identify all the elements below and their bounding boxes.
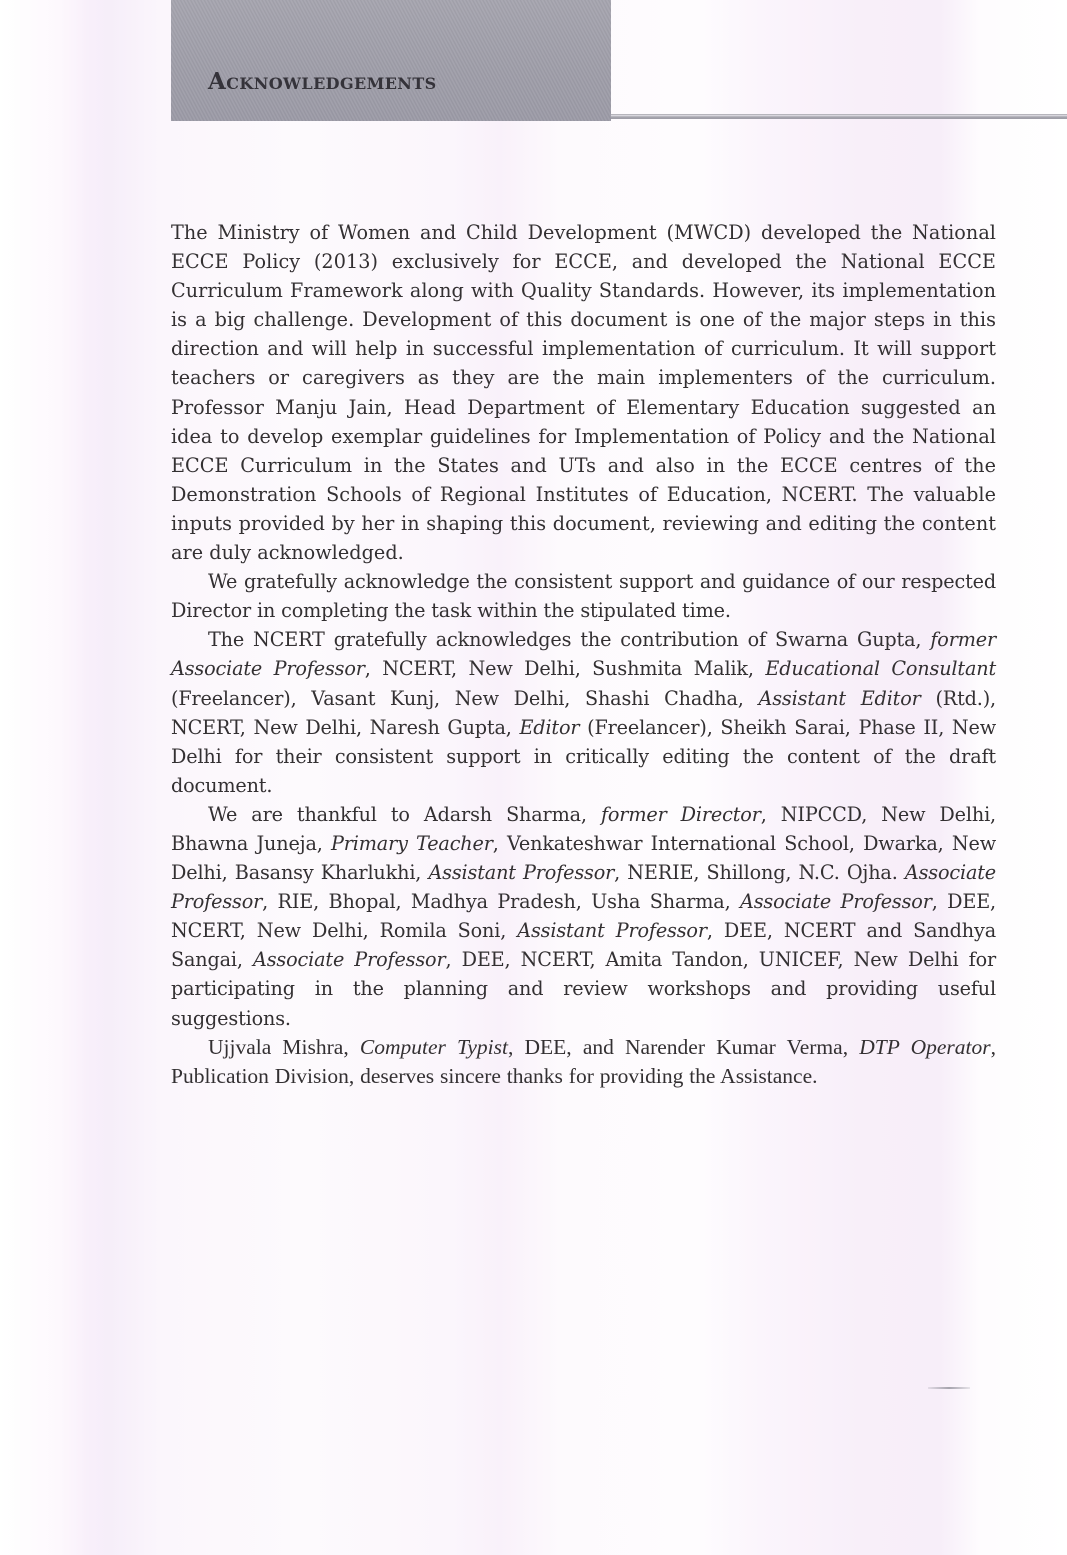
text-run: , DEE, NCERT and Sandhya Sangai,	[171, 919, 996, 972]
designation-text: former Associate Professor	[171, 628, 996, 681]
paragraph-assistance	[171, 1033, 996, 1091]
designation-text: Primary Teacher	[330, 831, 493, 855]
text-run: (Freelancer), Sheikh Sarai, Phase II, New Delhi for their consistent support in critically editing the content of the draft document.	[171, 715, 996, 797]
text-run: Ujjvala Mishra,	[208, 1034, 360, 1059]
paragraph-director	[171, 567, 996, 625]
paragraph-editors	[171, 625, 996, 800]
designation-text: Associate Professor	[171, 861, 996, 914]
text-run: , Venkateshwar International School, Dwarka, New Delhi, Basansy Kharlukhi,	[171, 831, 996, 885]
section-header-band	[171, 0, 611, 121]
text-run: , NERIE, Shillong, N.C. Ojha.	[614, 861, 905, 885]
designation-text: Associate Professor	[739, 890, 932, 914]
text-run: , DEE, NCERT, Amita Tandon, UNICEF, New Delhi for participating in the planning and review workshops and providing useful suggestions.	[171, 948, 996, 1030]
page-title: Acknowledgements	[208, 68, 437, 95]
designation-text: Assistant Editor	[758, 686, 921, 710]
text-run: , DEE, NCERT, New Delhi, Romila Soni,	[171, 890, 996, 943]
paragraph-workshop-participants	[171, 800, 996, 1033]
text-run: , RIE, Bhopal, Madhya Pradesh, Usha Sharma,	[262, 890, 740, 914]
header-divider	[611, 114, 1067, 119]
text-run: The NCERT gratefully acknowledges the contribution of Swarna Gupta,	[208, 628, 931, 652]
text-run: We gratefully acknowledge the consistent support and guidance of our respected Director in completing the task within the stipulated time.	[171, 570, 996, 623]
designation-text: Assistant Professor	[517, 919, 707, 943]
designation-text: Computer Typist	[359, 1034, 508, 1059]
text-run: We are thankful to Adarsh Sharma,	[208, 802, 601, 826]
text-run: , NIPCCD, New Delhi, Bhawna Juneja,	[171, 802, 997, 855]
designation-text: Associate Professor	[253, 948, 446, 972]
text-run: (Rtd.), NCERT, New Delhi, Naresh Gupta,	[171, 686, 997, 739]
scan-mark	[928, 1387, 970, 1389]
text-run: , NCERT, New Delhi, Sushmita Malik,	[364, 657, 766, 681]
text-run: (Freelancer), Vasant Kunj, New Delhi, Shashi Chadha,	[171, 686, 759, 710]
text-run: The Ministry of Women and Child Development (MWCD) developed the National ECCE Policy (2013) exclusively for ECCE, and developed the National ECCE Curriculum Framework along with Quality Standards. However, its implementation is a big challenge. Development of this document is one of the major steps in this direction and will help in successful implementation of curriculum. It will support teachers or caregivers as they are the main implementers of the curriculum. Professor Manju Jain, Head Department of Elementary Education suggested an idea to develop exemplar guidelines for Implementation of Policy and the National ECCE Curriculum in the States and UTs and also in the ECCE centres of the Demonstration Schools of Regional Institutes of Education, NCERT. The valuable inputs provided by her in shaping this document, reviewing and editing the content are duly acknowledged.	[171, 221, 996, 565]
designation-text: Educational Consultant	[765, 657, 997, 681]
designation-text: Editor	[519, 715, 580, 739]
designation-text: former Director	[600, 802, 761, 826]
acknowledgements-body	[171, 218, 996, 1091]
text-run: , Publication Division, deserves sincere thanks for providing the Assistance.	[171, 1034, 996, 1088]
designation-text: Assistant Professor	[428, 861, 615, 885]
paragraph-intro	[171, 218, 996, 567]
text-run: , DEE, and Narender Kumar Verma,	[507, 1034, 860, 1059]
designation-text: DTP Operator	[859, 1034, 991, 1059]
